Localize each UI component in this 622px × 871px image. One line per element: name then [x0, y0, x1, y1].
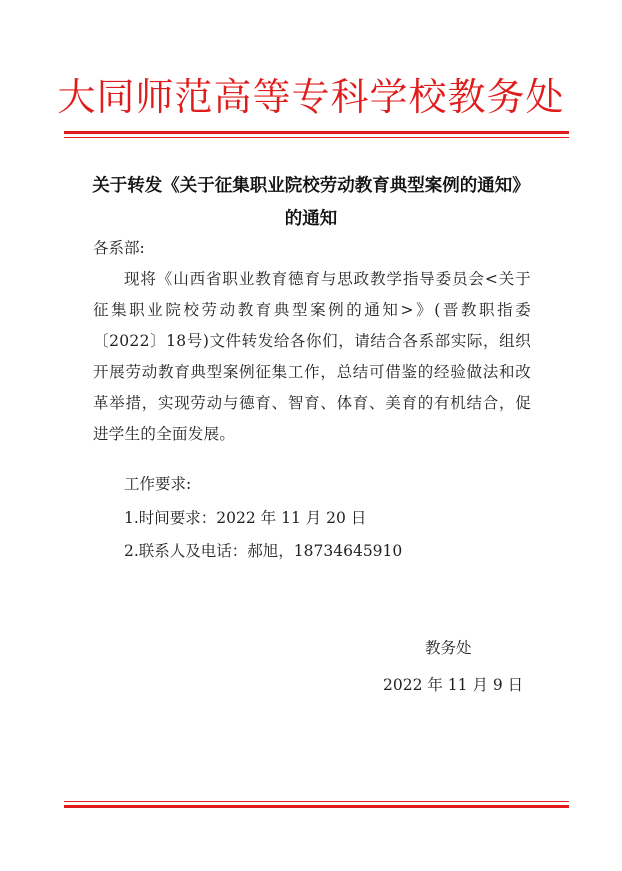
signature-department: 教务处	[425, 639, 472, 657]
requirement-item-deadline: 1.时间要求：2022 年 11 月 20 日	[124, 509, 367, 527]
footer-rule-thick	[64, 805, 569, 808]
signature-date: 2022 年 11 月 9 日	[383, 676, 524, 694]
letterhead-rule-thick	[64, 131, 569, 134]
requirement-item-contact: 2.联系人及电话：郝旭，18734645910	[124, 542, 403, 560]
org-letterhead-title: 大同师范高等专科学校教务处	[57, 77, 565, 119]
footer-rule-thin	[64, 801, 569, 802]
letterhead-rule-thin	[64, 137, 569, 138]
body-paragraph: 现将《山西省职业教育德育与思政教学指导委员会<关于征集职业院校劳动教育典型案例的通知>》(晋教职指委〔2022〕18号)文件转发给各你们，请结合各系部实际，组织开展劳动教育典型案例征集工作，总结可借鉴的经验做法和改革举措，实现劳动与德育、智育、体育、美育的有机结合，促进学生的全面发展。	[93, 270, 531, 443]
requirements-heading: 工作要求:	[124, 475, 192, 493]
salutation: 各系部:	[93, 239, 145, 257]
document-title: 关于转发《关于征集职业院校劳动教育典型案例的通知》的通知	[92, 176, 530, 229]
